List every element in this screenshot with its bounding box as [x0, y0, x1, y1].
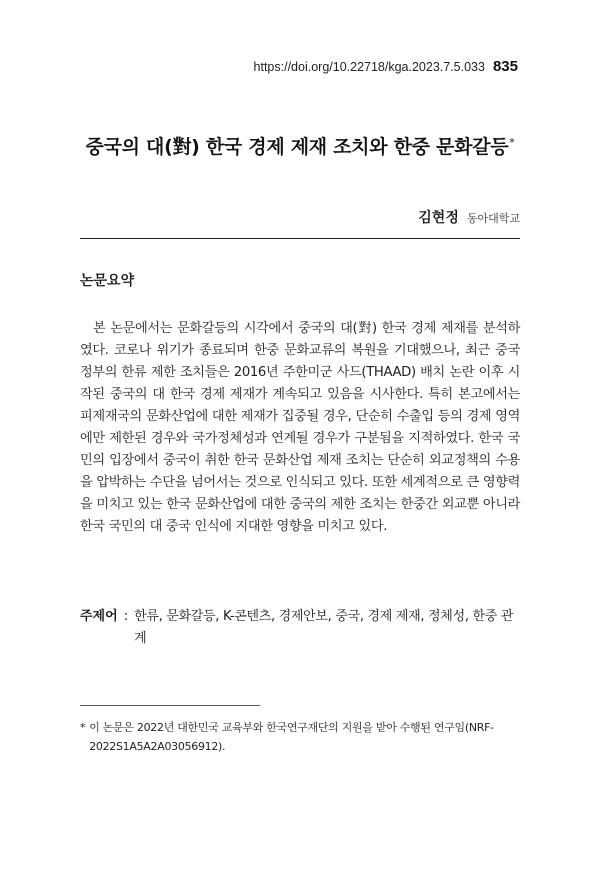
doi-link[interactable]: https://doi.org/10.22718/kga.2023.7.5.033	[253, 60, 485, 74]
keywords-label: 주제어	[80, 609, 118, 624]
keywords-colon: :	[123, 609, 129, 624]
running-header	[254, 58, 518, 75]
title-footnote-mark[interactable]: *	[509, 135, 515, 149]
abstract-heading: 논문요약	[80, 273, 135, 289]
paper-title-text: 중국의 대(對) 한국 경제 제재 조치와 한중 문화갈등	[85, 136, 509, 158]
paper-title	[0, 132, 600, 159]
footnote-divider	[80, 705, 260, 706]
abstract-paragraph: 본 논문에서는 문화갈등의 시각에서 중국의 대(對) 한국 경제 제재를 분석하였다. 코로나 위기가 종료되며 한중 문화교류의 복원을 기대했으나, 최근 중국 정부의 한류 제한 조치들은 2016년 주한미군 사드(THAAD) 배치 논란 이후 시작된 중국의 대 한국 경제 제재가 계속되고 있음을 시사한다. 특히 본고에서는 피제재국의 문화산업에 대한 제재가 집중될 경우, 단순히 수출입 등의 경제 영역에만 제한된 경우와 국가정체성과 연계될 경우가 구분됨을 지적하였다. 한국 국민의 입장에서 중국이 취한 한국 문화산업 제재 조치는 단순히 외교정책의 수용을 압박하는 수단을 넘어서는 것으로 인식되고 있다. 또한 세계적으로 큰 영향력을 미치고 있는 한국 문화산업에 대한 중국의 제한 조치는 한중간 외교뿐 아니라 한국 국민의 대 중국 인식에 지대한 영향을 미치고 있다.	[80, 321, 520, 534]
author-line	[418, 207, 520, 227]
footnote	[80, 718, 520, 756]
footnote-mark: *	[80, 721, 86, 734]
page-number: 835	[492, 58, 518, 75]
keywords	[80, 606, 520, 650]
abstract-body	[80, 318, 520, 538]
author-affiliation: 동아대학교	[466, 212, 520, 225]
author-name: 김현정	[418, 210, 459, 226]
keywords-values: 한류, 문화갈등, K-콘텐츠, 경제안보, 중국, 경제 제재, 정체성, 한중 관계	[134, 609, 514, 646]
title-divider	[80, 238, 520, 239]
footnote-text: 이 논문은 2022년 대한민국 교육부와 한국연구재단의 지원을 받아 수행된 연구임(NRF-2022S1A5A2A03056912).	[89, 721, 494, 753]
